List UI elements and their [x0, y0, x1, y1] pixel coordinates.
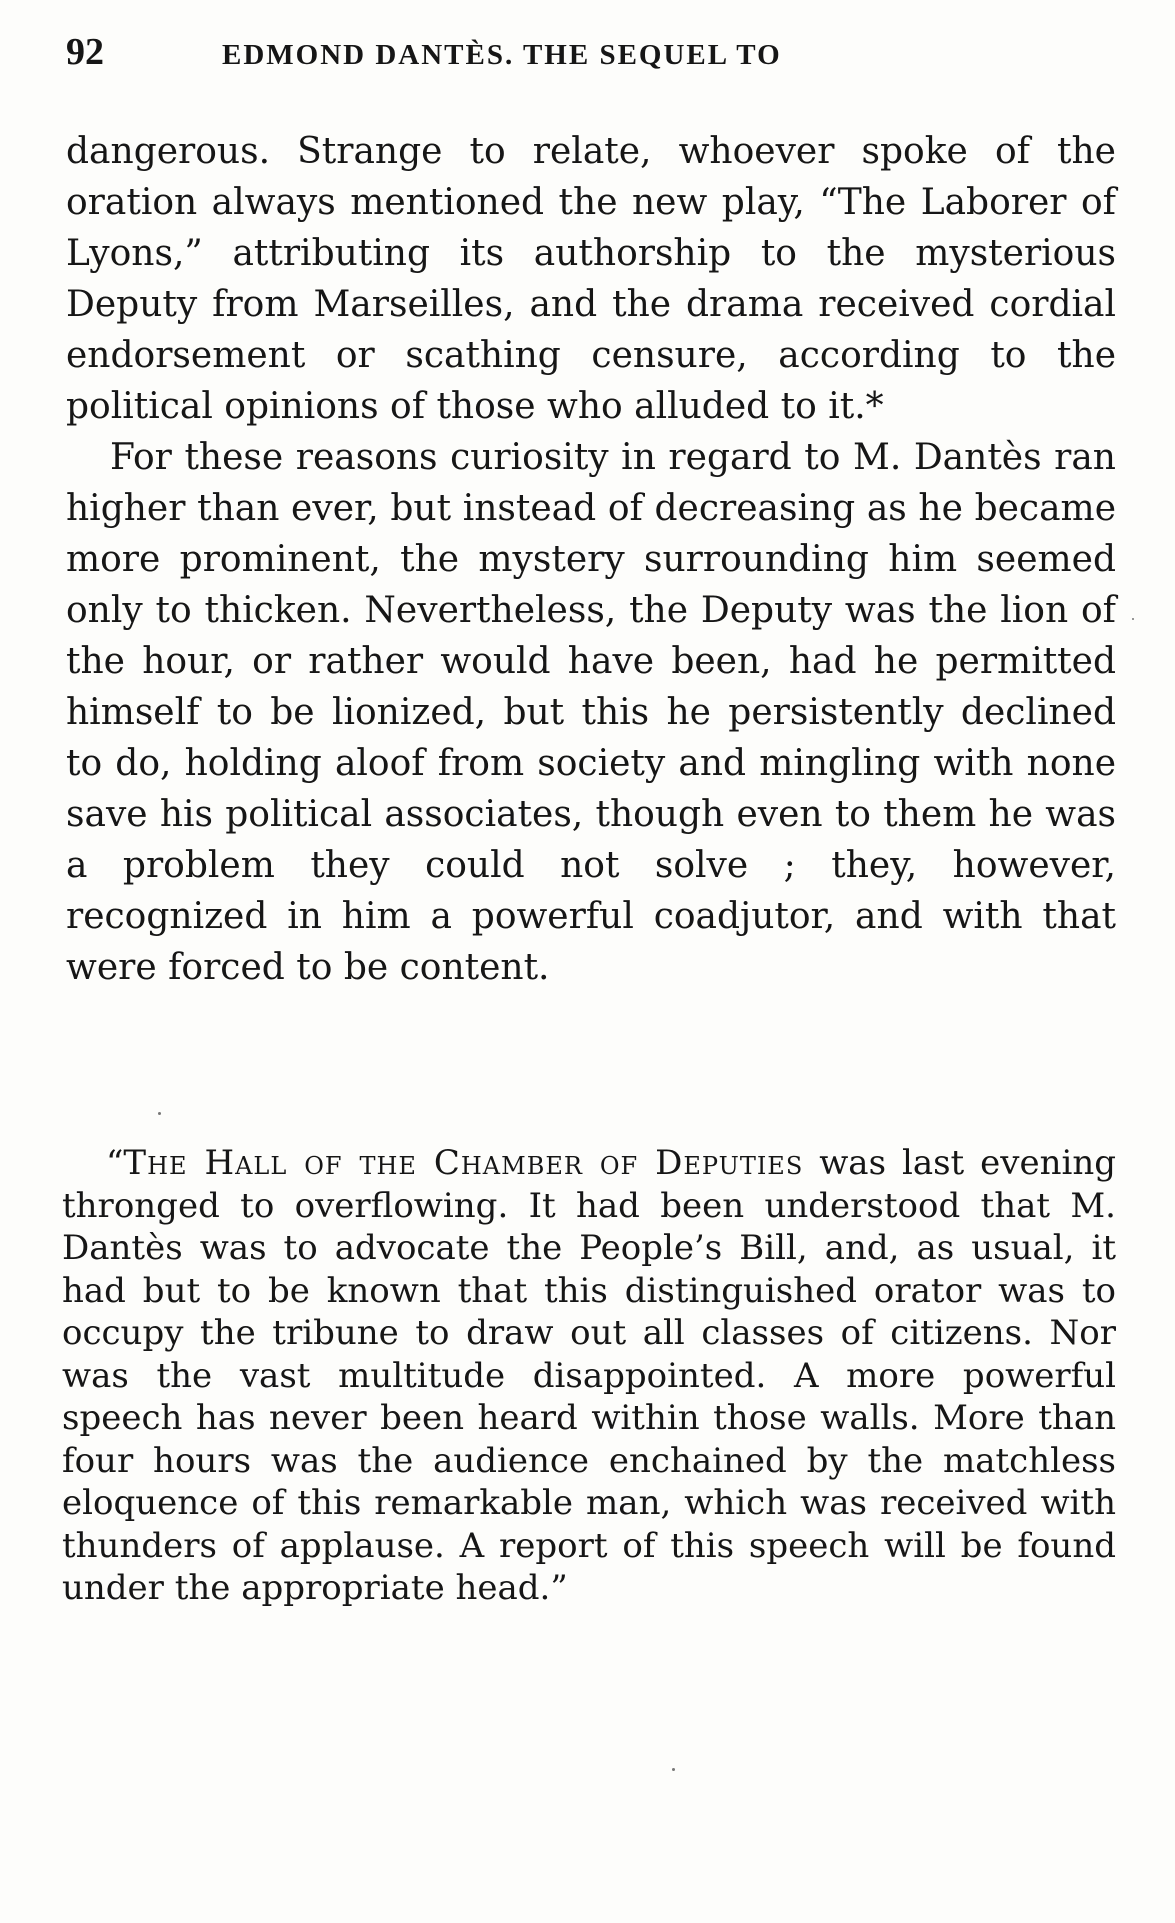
running-head	[66, 30, 1116, 80]
paragraph-continuation: dangerous. Strange to relate, whoever spoke of the oration always mentioned the new play, “The Laborer of Lyons,” attributing its authorship to the mysterious Deputy from Marseilles, and the drama received cordial endorsement or scathing censure, according to the political opinions of those who alluded to it.*	[66, 131, 1116, 427]
print-speck	[672, 1768, 675, 1771]
print-speck	[1132, 618, 1134, 620]
main-text	[66, 126, 1116, 993]
print-speck	[158, 1112, 161, 1115]
page-number: 92	[66, 31, 104, 73]
footnote-paragraph	[62, 1142, 1116, 1610]
footnote-open-quote: “	[106, 1143, 124, 1183]
footnote-smallcaps-heading: The Hall of the Chamber of Deputies	[123, 1143, 804, 1183]
footnote-text: was last evening thronged to overflowing. It had been understood that M. Dantès was to advocate the People’s Bill, and, as usual, it had but to be known that this distinguished orator was to occupy the tribune to draw out all classes of citizens. Nor was the vast multitude disappointed. A more powerful speech has never been heard within those walls. More than four hours was the audience enchained by the matchless eloquence of this remarkable man, which was received with thunders of applause. A report of this speech will be found under the appropriate head.”	[62, 1143, 1117, 1608]
footnote	[62, 1142, 1116, 1610]
paragraph: For these reasons curiosity in regard to M. Dantès ran higher than ever, but instead of decreasing as he became more prominent, the mystery surrounding him seemed only to thicken. Nevertheless, the Deputy was the lion of the hour, or rather would have been, had he permitted himself to be lionized, but this he persistently declined to do, holding aloof from society and mingling with none save his political associates, though even to them he was a problem they could not solve ; they, however, recognized in him a powerful coadjutor, and with that were forced to be content.	[66, 437, 1116, 988]
running-title: EDMOND DANTÈS. THE SEQUEL TO	[222, 39, 782, 71]
